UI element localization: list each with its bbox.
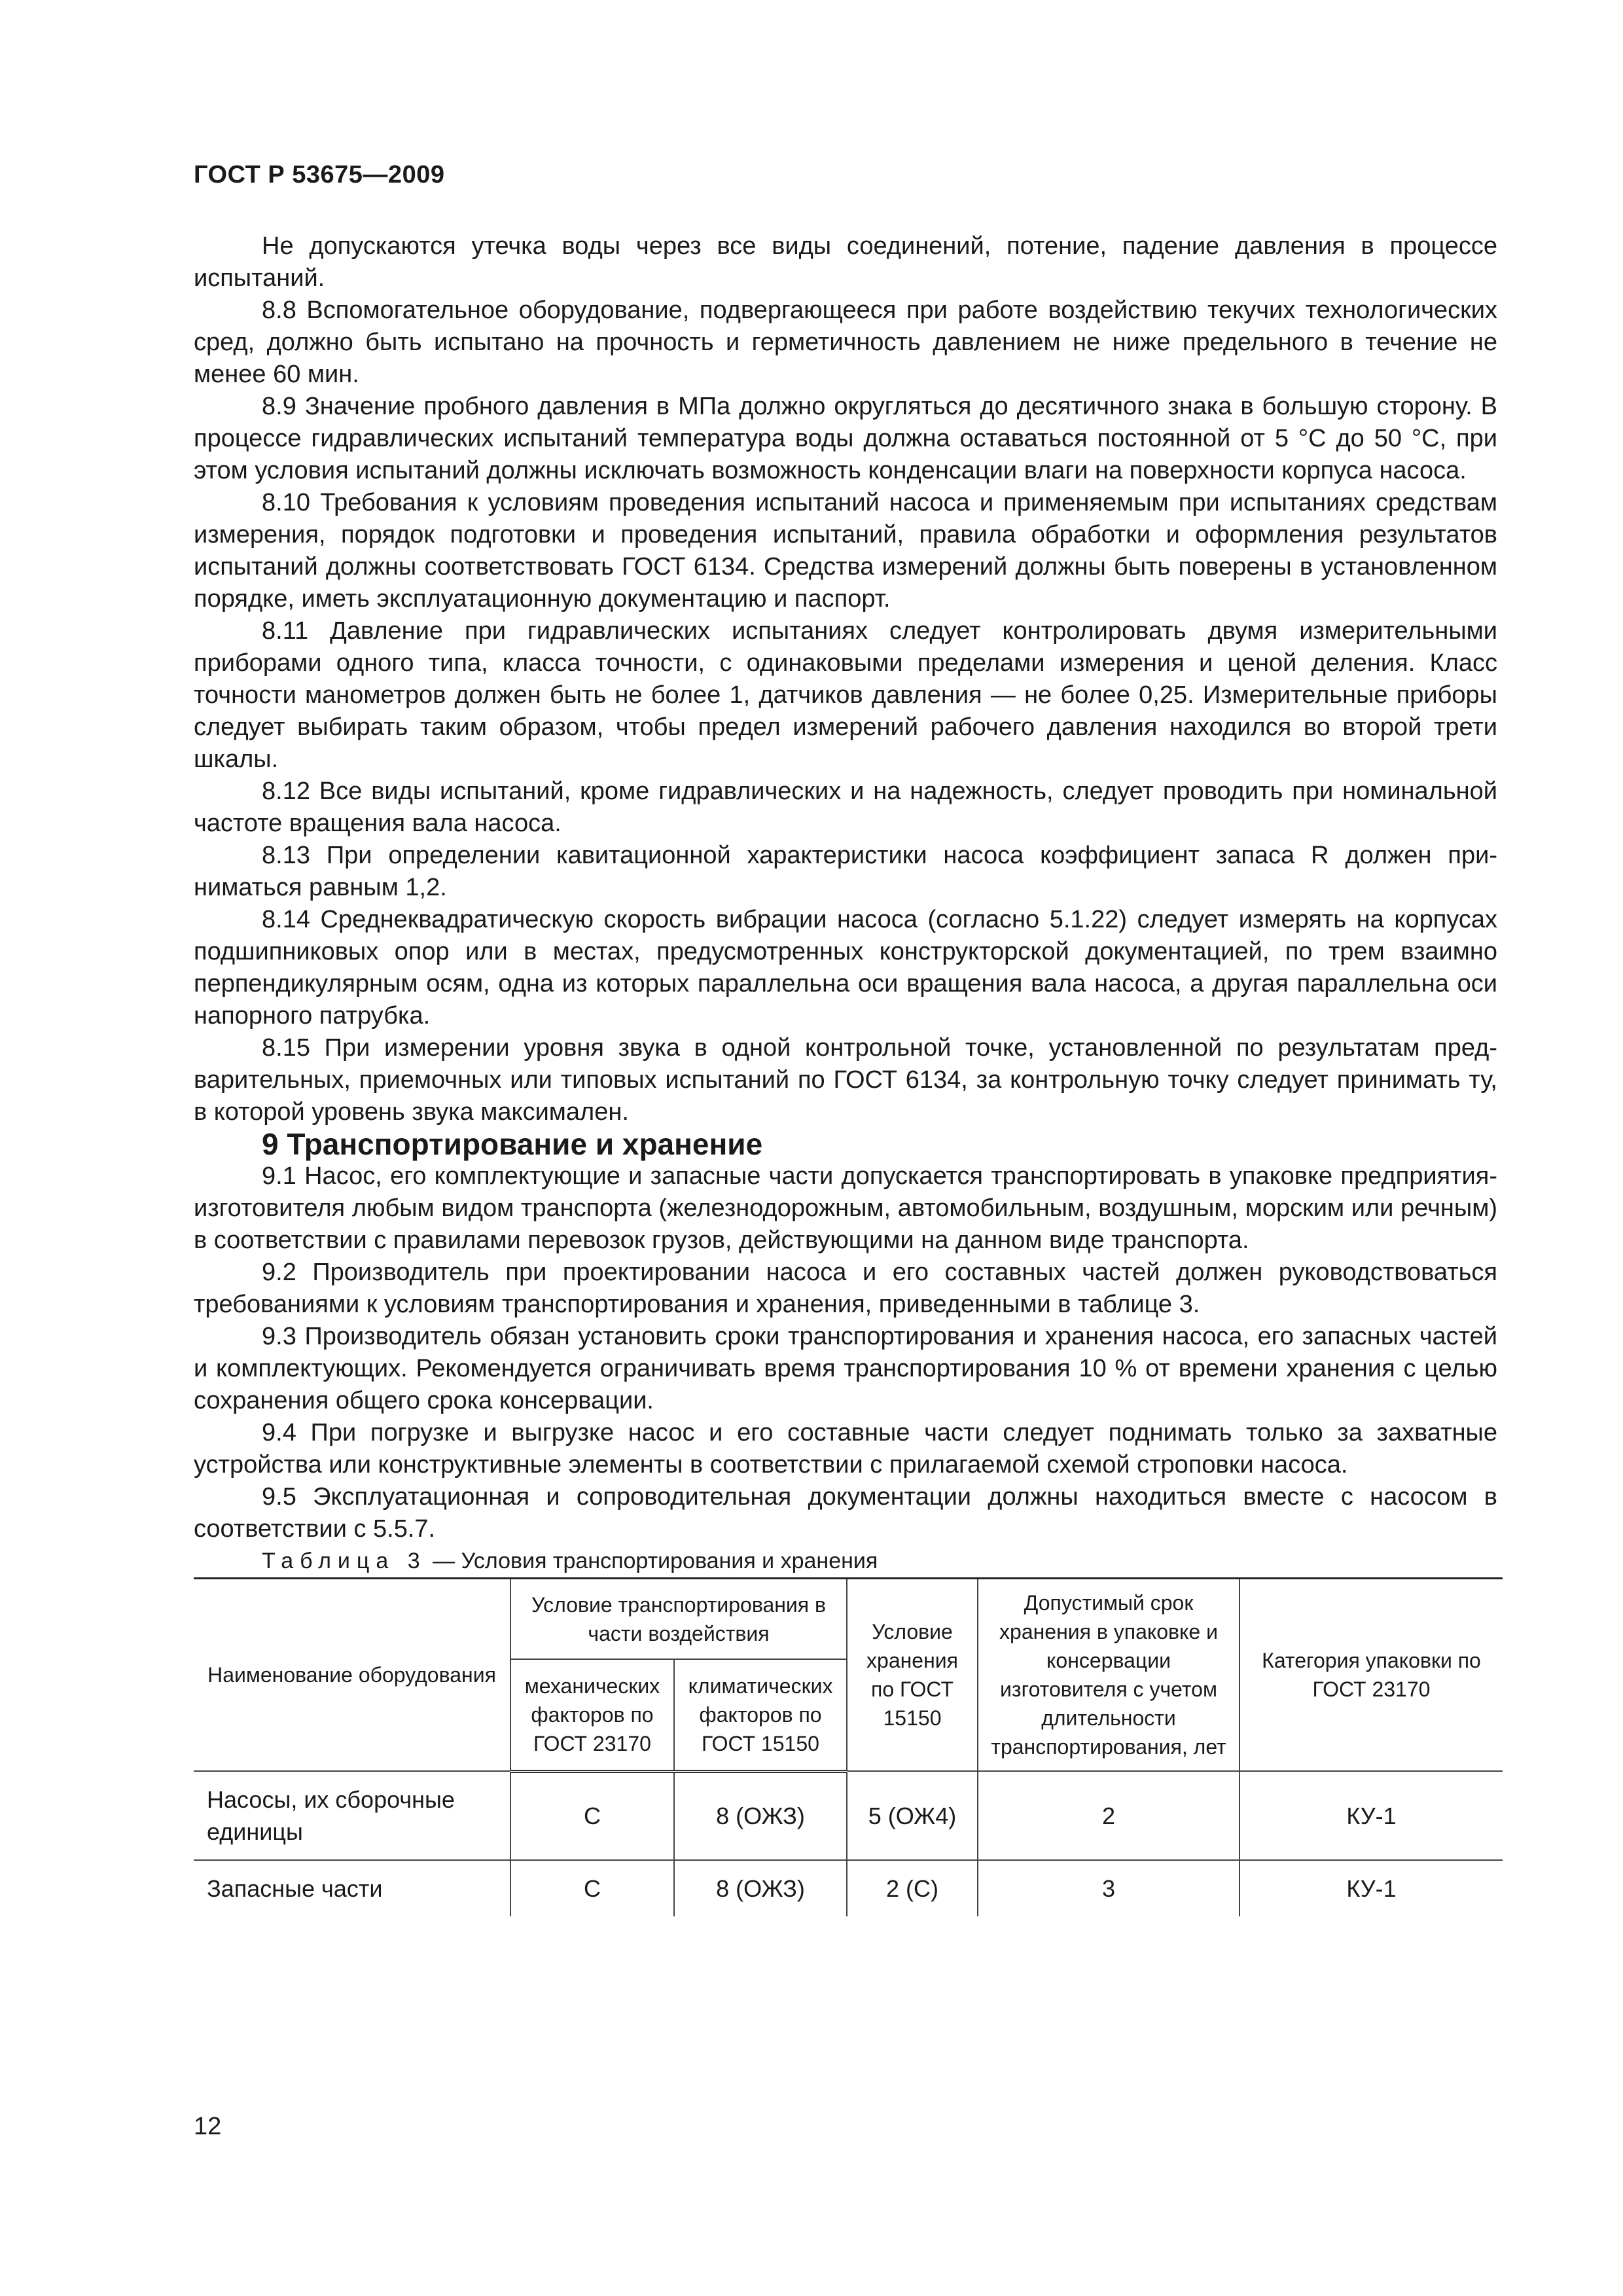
paragraph-9-1: 9.1 Насос, его комплектующие и запасные части допускается транспортировать в упаковке предприятия-изготовителя любым видом транспорта (железнодорожным, автомобильным, воздушным, морским или речным) в соответствии с правилами перевозок грузов, действующими на данном виде транспорта. (194, 1162, 1497, 1254)
row-climatic: 8 (ОЖЗ) (674, 1860, 847, 1916)
row-package: КУ-1 (1240, 1771, 1503, 1860)
document-header: ГОСТ Р 53675—2009 (194, 161, 445, 188)
row-mechanical: С (510, 1860, 674, 1916)
paragraph-9-5: 9.5 Эксплуатационная и сопроводительная документации должны находиться вместе с насосом в соответствии с 5.5.7. (194, 1483, 1497, 1543)
paragraph-8-leak: Не допускаются утечка воды через все виды соединений, потение, падение давления в процессе испытаний. (194, 232, 1497, 292)
paragraph-9-2: 9.2 Производитель при проектировании насоса и его составных частей должен руководствоваться требованиями к условиям транспортирования и хранения, приведенными в таблице 3. (194, 1259, 1497, 1318)
paragraph-8-13: 8.13 При определении кавитационной характеристики насоса коэффициент запаса R должен приниматься равным 1,2. (194, 842, 1497, 901)
paragraph-8-14: 8.14 Среднеквадратическую скорость вибрации насоса (согласно 5.1.22) следует измерять на корпусах подшипниковых опор или в местах, предусмотренных конструкторской документацией, по трем взаимно перпендикулярным осям, одна из которых параллельна оси вращения вала насоса, а другая параллельна оси напорного патрубка. (194, 906, 1497, 1030)
document-body (194, 230, 1497, 1916)
row-mechanical: С (510, 1771, 674, 1860)
page-number: 12 (194, 2113, 222, 2140)
paragraph-8-9: 8.9 Значение пробного давления в МПа должно округляться до десятичного знака в большую сторону. В процессе гидравлических испытаний температура воды должна оставаться постоянной от 5 °С до 50 °С, при этом условия испытаний должны исключать возможность конденсации влаги на поверхности корпуса насоса. (194, 393, 1497, 484)
row-climatic: 8 (ОЖЗ) (674, 1771, 847, 1860)
paragraph-8-11: 8.11 Давление при гидравлических испытаниях следует контролировать двумя измерительными приборами одного типа, класса точности, с одинаковыми пределами измерения и ценой деления. Класс точности манометров должен быть не более 1, датчиков давления — не более 0,25. Измерительные приборы следует выбирать таким образом, чтобы предел измерений рабочего давления находился во второй трети шкалы. (194, 617, 1497, 773)
header-transport-group: Условие транспортирования в части воздействия (510, 1579, 847, 1660)
paragraph-8-8: 8.8 Вспомогательное оборудование, подвергающееся при работе воздействию текучих технологических сред, должно быть испытано на прочность и герметичность давлением не ниже предельного в течение не менее 60 мин. (194, 296, 1497, 388)
row-storage: 2 (С) (847, 1860, 978, 1916)
header-storage: Условие хранения по ГОСТ 15150 (847, 1579, 978, 1772)
row-name: Запасные части (194, 1860, 510, 1916)
table-3-caption (194, 1545, 1497, 1577)
table-3 (194, 1577, 1503, 1916)
table-3-caption-label: Таблица 3 (262, 1549, 427, 1573)
row-name: Насосы, их сборочные единицы (194, 1771, 510, 1860)
header-equipment: Наименование оборудования (194, 1579, 510, 1772)
row-years: 3 (978, 1860, 1240, 1916)
section-9-title: 9 Транспортирование и хранение (262, 1127, 763, 1161)
paragraph-8-12: 8.12 Все виды испытаний, кроме гидравлических и на надежность, следует проводить при номинальной частоте вращения вала насоса. (194, 778, 1497, 837)
header-packaging: Категория упаковки по ГОСТ 23170 (1240, 1579, 1503, 1772)
table-3-caption-text: — Условия транспортирования и хранения (426, 1549, 878, 1573)
row-package: КУ-1 (1240, 1860, 1503, 1916)
row-years: 2 (978, 1771, 1240, 1860)
table-row (194, 1860, 1503, 1916)
row-storage: 5 (ОЖ4) (847, 1771, 978, 1860)
paragraph-8-10: 8.10 Требования к условиям проведения испытаний насоса и применяемым при испытаниях средствам измерения, порядок подготовки и проведения испытаний, правила обработки и оформления результатов испытаний должны соответствовать ГОСТ 6134. Средства измерений должны быть поверены в установленном порядке, иметь эксплуатационную документацию и паспорт. (194, 489, 1497, 613)
header-mechanical: механических факторов по ГОСТ 23170 (510, 1659, 674, 1771)
paragraph-9-3: 9.3 Производитель обязан установить сроки транспортирования и хранения насоса, его запасных частей и комплектующих. Рекомендуется ограничивать время транспортирования 10 % от времени хранения с целью сохранения общего срока консервации. (194, 1323, 1497, 1414)
table-row (194, 1771, 1503, 1860)
header-climatic: климатических факторов по ГОСТ 15150 (674, 1659, 847, 1771)
header-shelf-life: Допустимый срок хранения в упаковке и консервации изготовителя с учетом длительности транспортирования, лет (978, 1579, 1240, 1772)
paragraph-9-4: 9.4 При погрузке и выгрузке насос и его составные части следует поднимать только за захватные устройства или конструктивные элементы в соответствии с прилагаемой схемой строповки насоса. (194, 1419, 1497, 1479)
paragraph-8-15: 8.15 При измерении уровня звука в одной контрольной точке, установленной по результатам предварительных, приемочных или типовых испытаний по ГОСТ 6134, за контрольную точку следует принимать ту, в которой уровень звука максимален. (194, 1034, 1497, 1126)
